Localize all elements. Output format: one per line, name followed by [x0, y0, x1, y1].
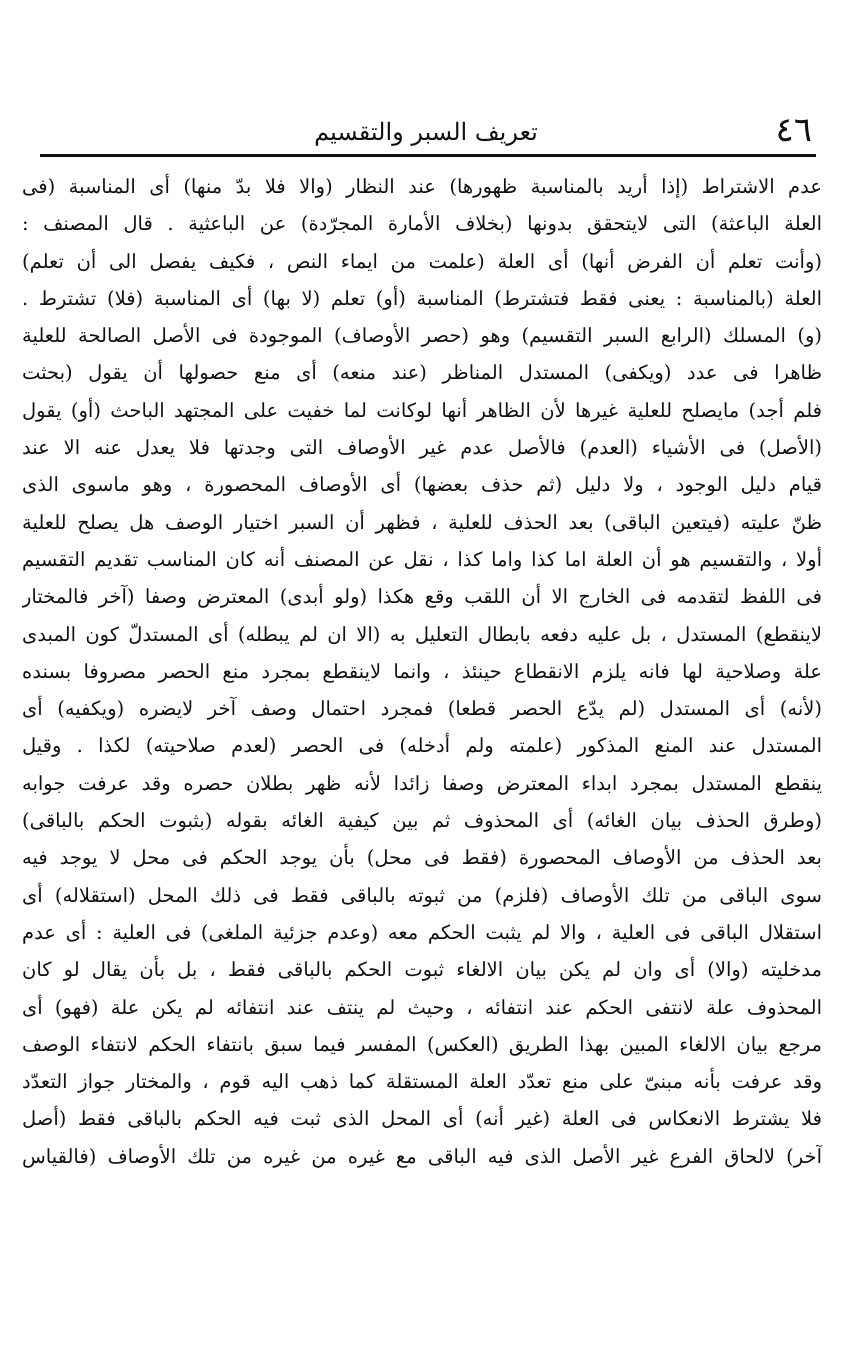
- text-line: (وطرق الحذف بيان الغائه) أى المحذوف ثم بين كيفية الغائه بقوله (بثبوت الحكم بالباقى): [22, 809, 822, 833]
- text-line: (و) المسلك (الرابع السبر التقسيم) وهو (حصر الأوصاف) الموجودة فى الأصل الصالحة للعلية: [22, 324, 822, 348]
- text-line: قيام دليل الوجود ، ولا دليل (ثم حذف بعضها) أى الأوصاف المحصورة ، وهو ماسوى الذى: [22, 473, 822, 497]
- text-line: علة وصلاحية لها فانه يلزم الانقطاع حينئذ ، وانما لاينقطع بمجرد منع الحصر مصروفا بسنده: [22, 659, 822, 683]
- body-text: [22, 168, 822, 1175]
- text-line: (لأنه) أى المستدل (لم يدّع الحصر قطعا) فمجرد احتمال وصف آخر لايضره (ويكفيه) أى: [22, 697, 822, 721]
- page-header: [40, 110, 812, 152]
- text-line: المحذوف علة لانتفى الحكم عند انتفائه ، وحيث لم ينتف عند انتفائه لم يكن علة (فهو) أى: [22, 995, 822, 1019]
- text-line: فى اللفظ لتقدمه فى الخارج الا أن اللقب وقع هكذا (ولو أبدى) المعترض وصفا (آخر فالمختار: [22, 585, 822, 609]
- text-line: ظاهرا فى عدد (ويكفى) المستدل المناظر (عند منعه) أى منع حصولها أن يقول (بحثت: [22, 361, 822, 385]
- text-line: ينقطع المستدل بمجرد ابداء المعترض وصفا زائدا لأنه ظهر بطلان حصره وقد عرفت جوابه: [22, 771, 822, 795]
- text-line: لاينقطع) المستدل ، بل عليه دفعه بابطال التعليل به (الا ان لم يبطله) أى المستدلّ كون المبدى: [22, 622, 822, 646]
- text-line: أولا ، والتقسيم هو أن العلة اما كذا واما كذا ، نقل عن المصنف أنه كان المناسب تقديم التقسيم: [22, 547, 822, 571]
- text-line: العلة (بالمناسبة : يعنى فقط فتشترط) المناسبة (أو) تعلم (لا بها) أى المناسبة (فلا) تشترط .: [22, 286, 822, 310]
- text-line: وقد عرفت بأنه مبنىّ على منع تعدّد العلة المستقلة كما ذهب اليه قوم ، والمختار جواز التعدّد: [22, 1070, 822, 1094]
- page-number: ٤٦: [775, 110, 812, 150]
- text-line: (الأصل) فى الأشياء (العدم) فالأصل عدم غير الأوصاف التى وجدتها فلا يعدل عنه الا عند: [22, 436, 822, 460]
- running-title: تعريف السبر والتقسيم: [314, 118, 538, 146]
- text-line: ظنّ عليته (فيتعين الباقى) بعد الحذف للعلية ، فظهر أن السبر اختيار الوصف هل يصلح للعلية: [22, 510, 822, 534]
- text-line: (وأنت تعلم أن الفرض أنها) أى العلة (علمت من ايماء النص ، فكيف يفصل الى أن تعلم): [22, 249, 822, 273]
- text-line: عدم الاشتراط (إذا أريد بالمناسبة ظهورها) عند النظار (والا فلا بدّ منها) أى المناسبة (فى: [22, 175, 822, 198]
- text-line: المستدل عند المنع المذكور (علمته ولم أدخله) فى الحصر (لعدم صلاحيته) لكذا . وقيل: [22, 734, 822, 758]
- text-line: مرجع بيان الالغاء المبين بهذا الطريق (العكس) المفسر فيما سبق بانتفاء الحكم لانتفاء الوصف: [22, 1032, 822, 1056]
- text-line: فلا يشترط الانعكاس فى العلة (غير أنه) أى المحل الذى ثبت فيه الحكم بالباقى فقط (أصل: [22, 1107, 822, 1131]
- text-line: سوى الباقى من تلك الأوصاف (فلزم) من ثبوته بالباقى فقط فى ذلك المحل (استقلاله) أى: [22, 883, 822, 907]
- text-line: مدخليته (والا) أى وان لم يكن بيان الالغاء ثبوت الحكم بالباقى فقط ، بل بأن يقال لو كان: [22, 958, 822, 982]
- text-line: استقلال الباقى فى العلية ، والا لم يثبت الحكم معه (وعدم جزئية الملغى) فى العلية : أى عدم: [22, 920, 822, 944]
- text-line: بعد الحذف من الأوصاف المحصورة (فقط فى محل) بأن يوجد الحكم فى محل لا يوجد فيه: [22, 846, 822, 870]
- text-line: فلم أجد) مايصلح للعلية غيرها لأن الظاهر أنها لوكانت لما خفيت على المجتهد الباحث (أو) يقول: [22, 398, 822, 422]
- text-line: العلة الباعثة) التى لايتحقق بدونها (بخلاف الأمارة المجرّدة) عن الباعثية . قال المصنف :: [22, 212, 822, 236]
- text-line: آخر) لالحاق الفرع غير الأصل الذى فيه الباقى مع غيره من غيره من تلك الأوصاف (فالقياس: [22, 1144, 822, 1168]
- header-rule: [40, 154, 816, 157]
